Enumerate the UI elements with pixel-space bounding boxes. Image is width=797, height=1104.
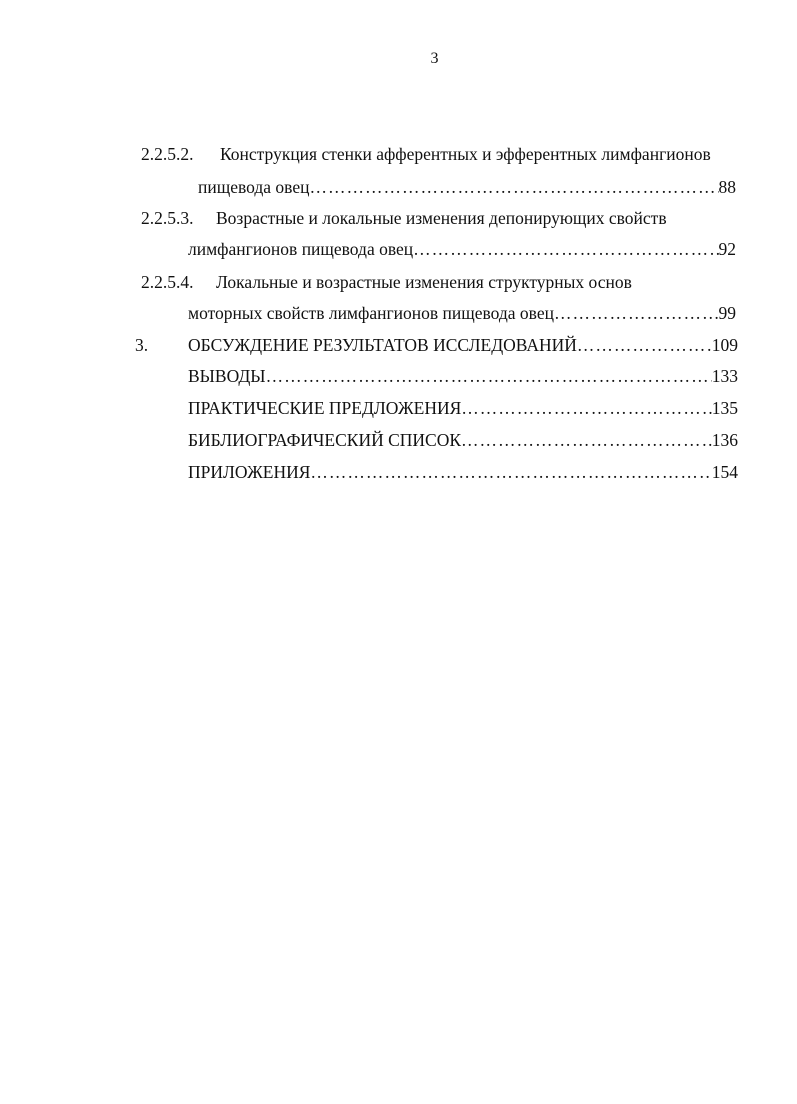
toc-entry (188, 428, 738, 452)
leader-dots (461, 396, 711, 420)
toc-entry (188, 396, 738, 420)
toc-entry-title: ПРИЛОЖЕНИЯ (188, 462, 311, 482)
leader-dots (554, 301, 719, 325)
toc-entry-page: 88 (718, 177, 736, 197)
toc-entry (188, 364, 738, 388)
toc-entry-continuation (188, 301, 736, 325)
toc-entry (188, 333, 738, 357)
toc-entry-page: 99 (718, 303, 736, 323)
toc-entry-title-cont: моторных свойств лимфангионов пищевода овец (188, 303, 554, 323)
toc-entry (188, 460, 738, 484)
toc-entry-number: 2.2.5.3. (141, 208, 194, 228)
toc-entry-continuation (188, 237, 736, 261)
toc-entry-page: 92 (718, 239, 736, 259)
toc-entry-title: ПРАКТИЧЕСКИЕ ПРЕДЛОЖЕНИЯ (188, 398, 462, 418)
toc-entry-title-cont: пищевода овец (198, 177, 310, 197)
toc-entry-title-cont: лимфангионов пищевода овец (188, 239, 414, 259)
toc-entry-page: 136 (711, 430, 738, 450)
toc-entry-title: БИБЛИОГРАФИЧЕСКИЙ СПИСОК (188, 430, 462, 450)
leader-dots (310, 460, 711, 484)
toc-entry-number: 2.2.5.2. (141, 144, 194, 164)
toc-entry-title: Возрастные и локальные изменения депонирующих свойств (216, 208, 667, 228)
leader-dots (309, 175, 718, 199)
table-of-contents (0, 140, 797, 500)
toc-entry-title: ОБСУЖДЕНИЕ РЕЗУЛЬТАТОВ ИССЛЕДОВАНИЙ (188, 335, 577, 355)
leader-dots (413, 237, 718, 261)
toc-entry-number: 2.2.5.4. (141, 272, 194, 292)
leader-dots (577, 333, 712, 357)
toc-entry-number: 3. (135, 335, 149, 355)
leader-dots (461, 428, 712, 452)
toc-entry-continuation (198, 175, 736, 199)
toc-entry-page: 135 (711, 398, 738, 418)
toc-entry-title: Локальные и возрастные изменения структурных основ (216, 272, 632, 292)
toc-entry-title: ВЫВОДЫ (188, 366, 266, 386)
toc-entry-page: 109 (711, 335, 738, 355)
leader-dots (266, 364, 712, 388)
toc-entry-page: 133 (711, 366, 738, 386)
toc-entry-page: 154 (711, 462, 738, 482)
toc-entry-title: Конструкция стенки афферентных и эфферентных лимфангионов (220, 144, 711, 164)
page-number: 3 (430, 50, 439, 67)
